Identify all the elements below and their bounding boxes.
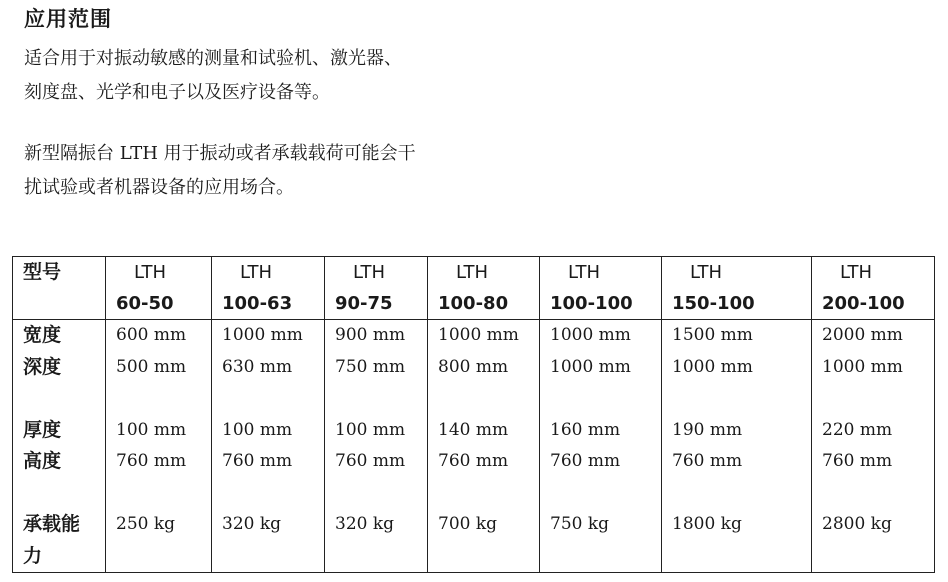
spacer (540, 478, 661, 510)
spacer (106, 383, 211, 415)
value-cell (662, 320, 812, 573)
capacity-value: 320 kg (222, 514, 282, 534)
description-line-1: 新型隔振台 LTH 用于振动或者承载载荷可能会干 (24, 143, 416, 164)
capacity-value: 320 kg (335, 514, 395, 534)
height-value: 760 mm (438, 451, 509, 471)
depth-label: 深度 (23, 355, 62, 378)
width-value: 2000 mm (822, 325, 903, 345)
spacer (325, 478, 427, 510)
intro-line-1: 适合用于对振动敏感的测量和试验机、激光器、 (24, 48, 402, 69)
value-cell (428, 320, 540, 573)
model-cell (540, 257, 662, 320)
spacer (212, 478, 324, 510)
model-size: 100-63 (222, 293, 293, 314)
height-value: 760 mm (116, 451, 187, 471)
spacer (13, 478, 105, 510)
label-cell (13, 320, 106, 573)
model-size: 60-50 (116, 293, 174, 314)
value-cell (212, 320, 325, 573)
width-value: 900 mm (335, 325, 406, 345)
thickness-value: 100 mm (116, 419, 187, 440)
capacity-value: 750 kg (550, 514, 610, 534)
description-paragraph (24, 137, 416, 205)
spacer (812, 478, 934, 510)
header-label: 型号 (23, 261, 62, 283)
depth-value: 1000 mm (550, 356, 631, 377)
model-size: 100-100 (550, 293, 633, 314)
height-value: 760 mm (335, 451, 406, 471)
width-value: 600 mm (116, 325, 187, 345)
model-size: 150-100 (672, 293, 755, 314)
value-cell (325, 320, 428, 573)
section-title: 应用范围 (24, 7, 112, 31)
header-label-cell (13, 257, 106, 320)
model-cell (428, 257, 540, 320)
spacer (325, 383, 427, 415)
values-row (13, 320, 935, 573)
spacer (428, 383, 539, 415)
thickness-value: 100 mm (222, 419, 293, 440)
height-value: 760 mm (822, 451, 893, 471)
depth-value: 750 mm (335, 356, 406, 377)
model-series: LTH (456, 262, 489, 283)
width-value: 1000 mm (550, 325, 631, 345)
intro-line-2: 刻度盘、光学和电子以及医疗设备等。 (24, 82, 330, 103)
model-series: LTH (840, 262, 873, 283)
capacity-label-2: 力 (23, 544, 43, 567)
model-cell (212, 257, 325, 320)
thickness-value: 190 mm (672, 419, 743, 440)
thickness-value: 140 mm (438, 419, 509, 440)
spacer (212, 383, 324, 415)
width-value: 1500 mm (672, 325, 753, 345)
height-label: 高度 (23, 450, 62, 472)
value-cell (540, 320, 662, 573)
model-size: 200-100 (822, 293, 905, 314)
spec-table (12, 256, 935, 573)
height-value: 760 mm (222, 451, 293, 471)
height-value: 760 mm (672, 451, 743, 471)
model-series: LTH (134, 262, 167, 283)
model-cell (325, 257, 428, 320)
thickness-value: 100 mm (335, 419, 406, 440)
description-line-2: 扰试验或者机器设备的应用场合。 (24, 177, 294, 198)
capacity-value: 250 kg (116, 514, 176, 534)
height-value: 760 mm (550, 451, 621, 471)
spacer (812, 383, 934, 415)
model-series: LTH (568, 262, 601, 283)
thickness-value: 160 mm (550, 419, 621, 440)
depth-value: 500 mm (116, 356, 187, 377)
header-row (13, 257, 935, 320)
width-label: 宽度 (23, 324, 62, 346)
depth-value: 630 mm (222, 356, 293, 377)
model-cell (662, 257, 812, 320)
spacer (106, 478, 211, 510)
spacer (540, 383, 661, 415)
spacer (13, 383, 105, 415)
width-value: 1000 mm (222, 325, 303, 345)
depth-value: 1000 mm (822, 356, 903, 377)
thickness-value: 220 mm (822, 419, 893, 440)
model-series: LTH (353, 262, 386, 283)
width-value: 1000 mm (438, 325, 519, 345)
spacer (428, 478, 539, 510)
model-size: 90-75 (335, 293, 393, 314)
intro-paragraph (24, 42, 402, 110)
value-cell (106, 320, 212, 573)
capacity-value: 1800 kg (672, 514, 742, 534)
value-cell (812, 320, 935, 573)
model-size: 100-80 (438, 293, 509, 314)
model-series: LTH (240, 262, 273, 283)
capacity-value: 700 kg (438, 514, 498, 534)
spacer (662, 383, 811, 415)
model-cell (812, 257, 935, 320)
thickness-label: 厚度 (23, 418, 62, 441)
depth-value: 800 mm (438, 356, 509, 377)
spacer (662, 478, 811, 510)
depth-value: 1000 mm (672, 356, 753, 377)
model-cell (106, 257, 212, 320)
capacity-label-1: 承载能 (23, 513, 81, 535)
capacity-value: 2800 kg (822, 514, 892, 534)
model-series: LTH (690, 262, 723, 283)
